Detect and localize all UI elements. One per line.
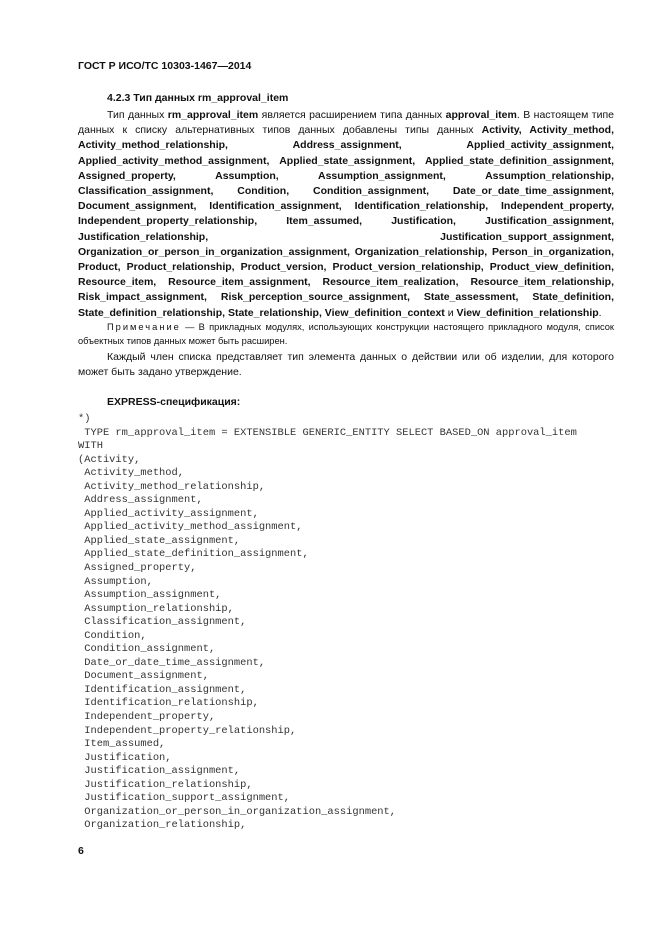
standard-header: ГОСТ Р ИСО/ТС 10303-1467—2014 xyxy=(78,60,252,72)
p1-last-type: View_definition_relationship xyxy=(456,306,599,319)
express-spec-title: EXPRESS-спецификация: xyxy=(107,396,241,408)
p1-type-list: Activity, Activity_method, Activity_method_relationship, Address_assignment, Applied_activity_assignment, Applied_activity_method_assignment, Applied_state_assignment, Applied_state_definition_assignment, Assigned_property, Assumption, Assumption_assignment, Assumption_relationship, Classification_assignment, Condition, Condition_assignment, Date_or_date_time_assignment, Document_assignment, Identification_assignment, Identification_relationship, Independent_property, Independent_property_relationship, Item_assumed, Justification, Justification_assignment, Justification_relationship, Justification_support_assignment, Organization_or_person_in_organization_assignment, Organization_relationship, Person_in_organization, Product, Product_relationship, Product_version, Product_version_relationship, Product_view_definition, Resource_item, Resource_item_assignment, Resource_item_realization, Resource_item_relationship, Risk_impact_assignment, Risk_perception_source_assignment, State_assessment, State_definition, State_definition_relationship, State_relationship, View_definition_context xyxy=(78,124,614,319)
p1-prefix: Тип данных xyxy=(107,109,168,121)
note-label: Примечание xyxy=(107,322,181,332)
express-code-block: *) TYPE rm_approval_item = EXTENSIBLE GENERIC_ENTITY SELECT BASED_ON approval_item WITH (Activity, Activity_method, Activity_method_relationship, Address_assignment, Applied_activity_assignment, Applied_activity_method_assignment, Applied_state_assignment, Applied_state_definition_assignment, Assigned_property, Assumption, Assumption_assignment, Assumption_relationship, Classification_assignment, Condition, Condition_assignment, Date_or_date_time_assignment, Document_assignment, Identification_assignment, Identification_relationship, Independent_property, Independent_property_relationship, Item_assumed, Justification, Justification_assignment, Justification_relationship, Justification_support_assignment, Organization_or_person_in_organization_assignment, Organization_relationship, xyxy=(78,413,577,832)
p1-after: . В настоящем типе данных к списку альтернативных типов данных добавлены типы данных xyxy=(78,109,614,137)
p1-mid: является расширением типа данных xyxy=(258,109,446,121)
note-text: — В прикладных модулях, использующих конструкции настоящего прикладного модуля, список объектных типов данных может быть расширен. xyxy=(78,322,614,346)
note-paragraph xyxy=(78,320,614,348)
p1-type-name: rm_approval_item xyxy=(167,109,259,121)
p1-and: и xyxy=(444,306,457,319)
member-description-paragraph: Каждый член списка представляет тип элемента данных о действии или об изделии, для которого может быть задано утверждение. xyxy=(78,351,614,379)
section-title: 4.2.3 Тип данных rm_approval_item xyxy=(107,92,289,104)
p1-end: . xyxy=(598,306,602,319)
page-number: 6 xyxy=(78,845,84,857)
description-paragraph xyxy=(78,108,614,321)
p1-base-type: approval_item xyxy=(445,109,517,121)
